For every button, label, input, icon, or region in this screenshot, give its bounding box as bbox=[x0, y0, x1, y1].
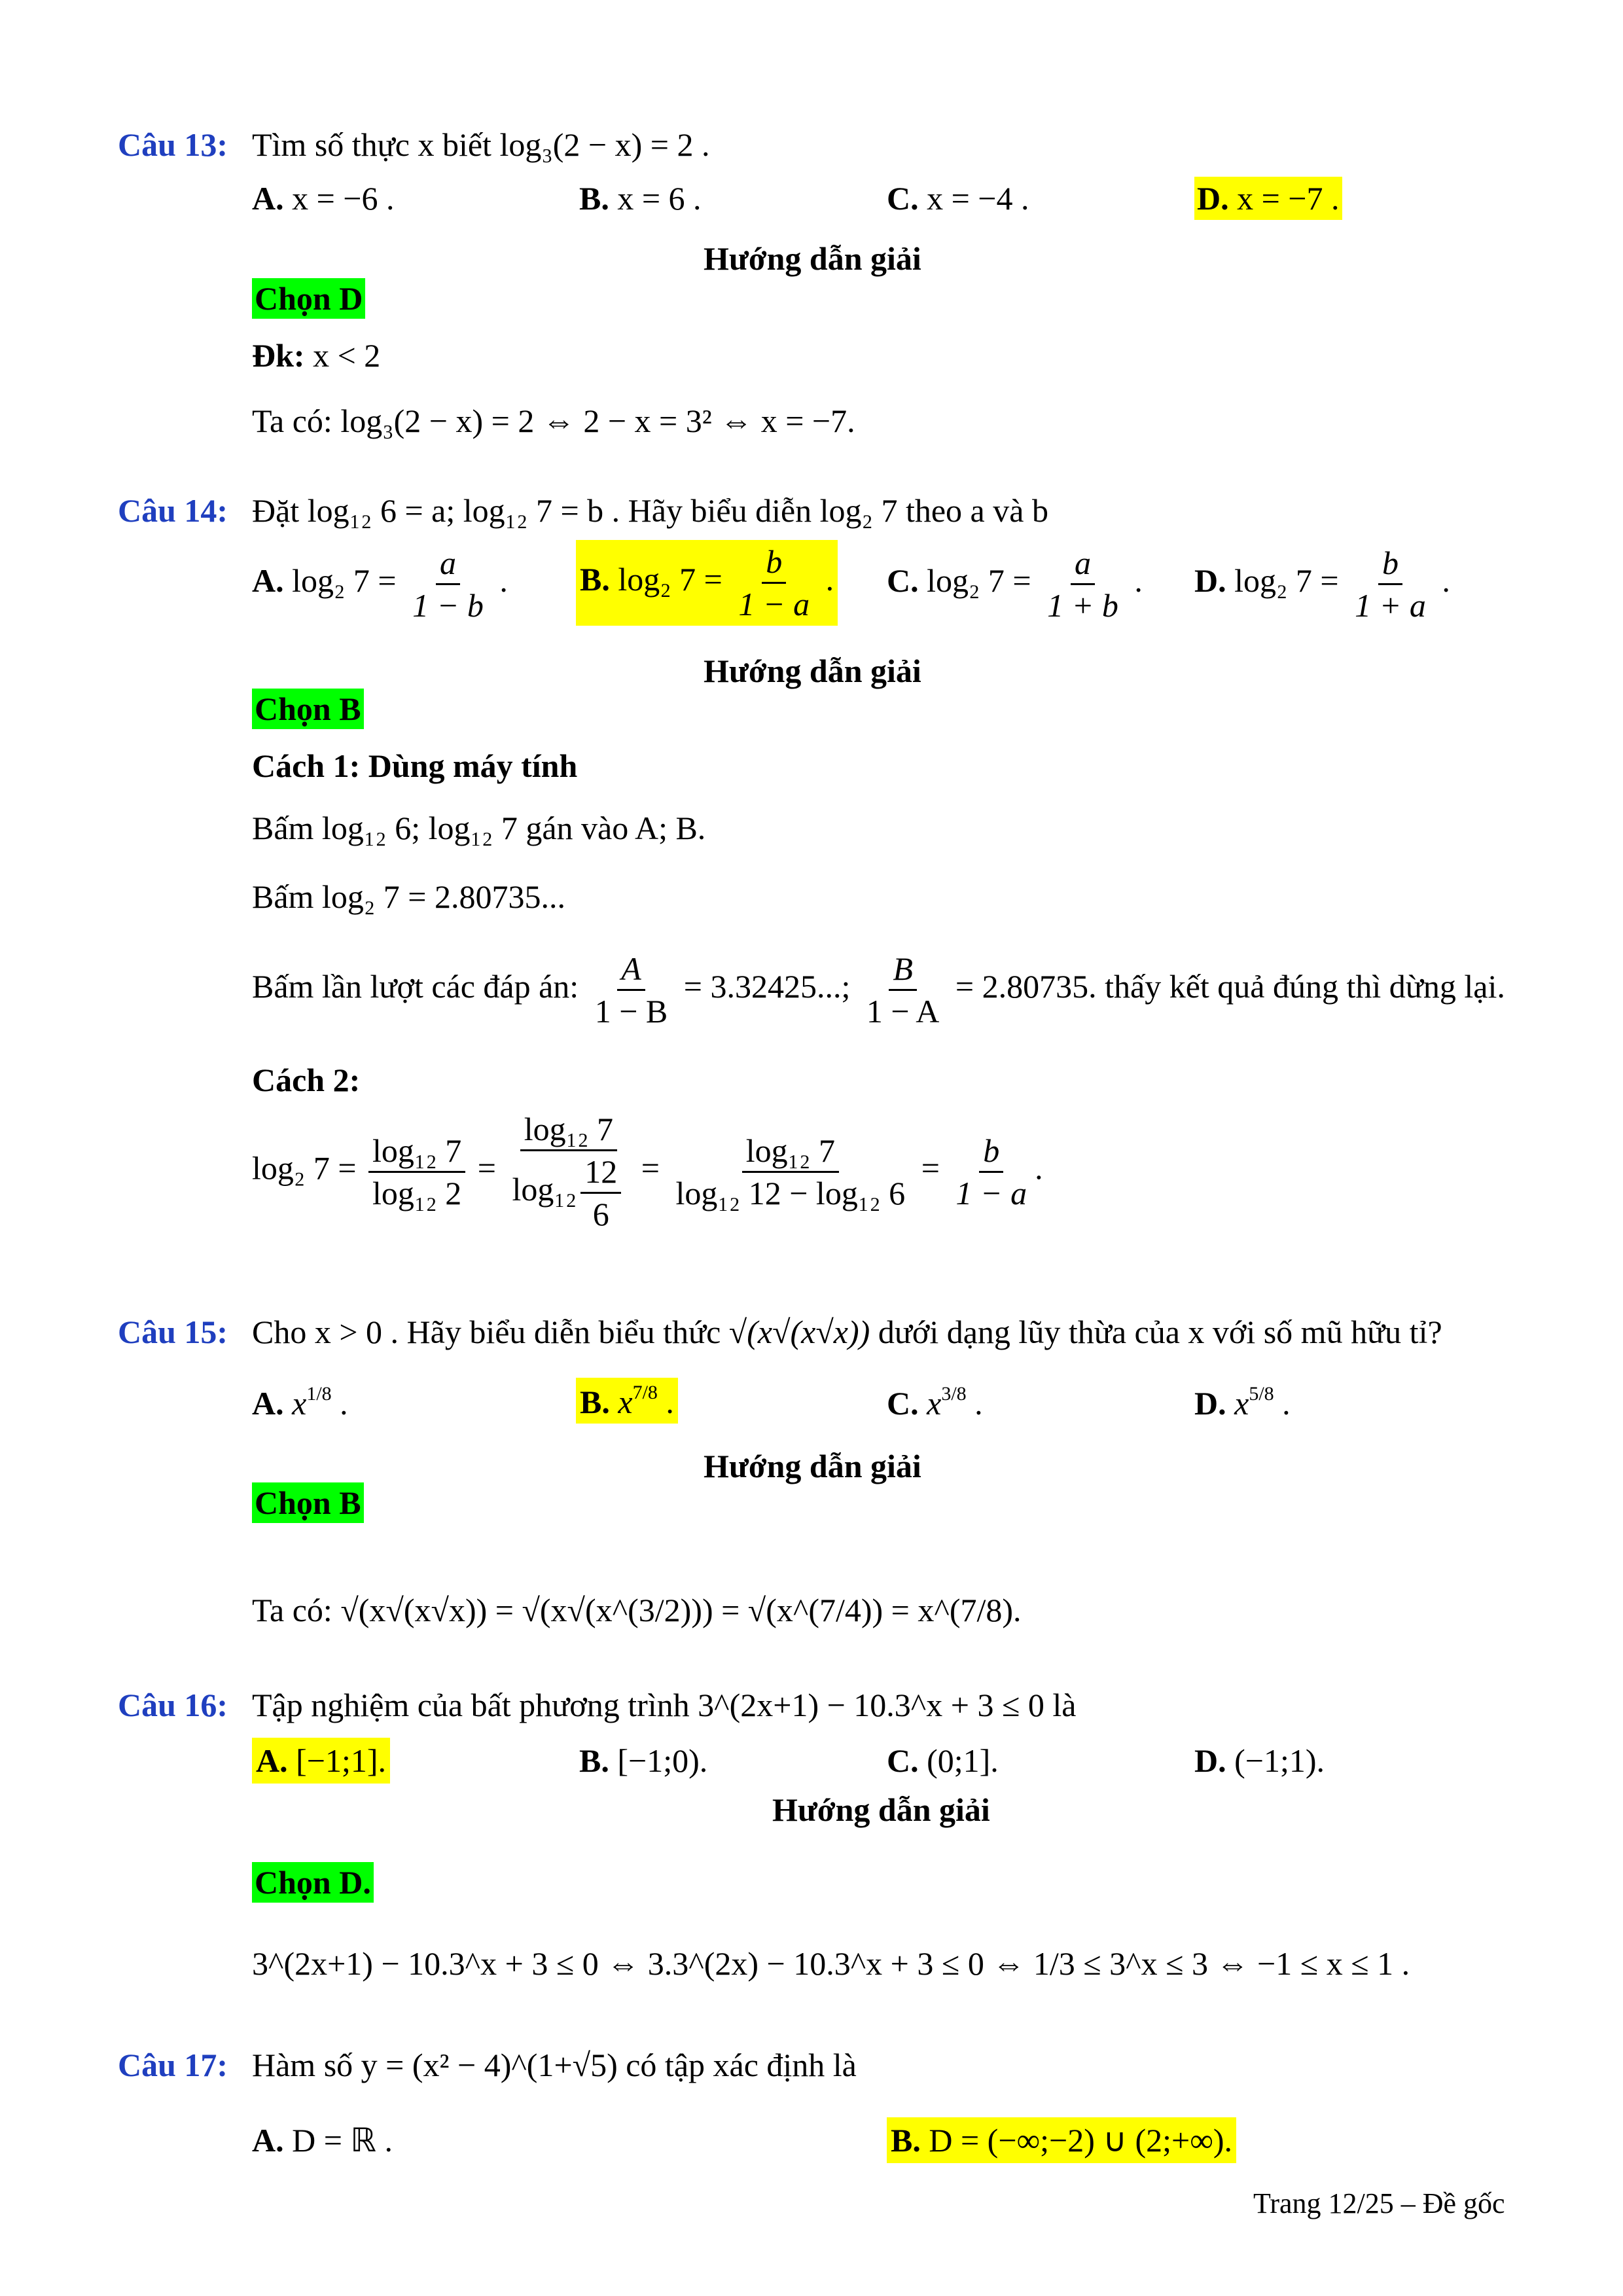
fraction-numerator: a bbox=[436, 547, 460, 585]
option-text: (0;1]. bbox=[927, 1742, 999, 1779]
q15-option-a[interactable]: A. $x^{1/8}$ . bbox=[252, 1383, 348, 1422]
option-end: . bbox=[1134, 562, 1143, 599]
question-16-label: Câu 16: bbox=[118, 1687, 228, 1723]
fraction-denominator: 1 − A bbox=[866, 993, 940, 1030]
question-15-label: Câu 15: bbox=[118, 1314, 228, 1350]
q14-option-d[interactable] bbox=[1194, 547, 1450, 622]
exponent-denominator: 8 bbox=[1264, 1383, 1274, 1405]
exponent-numerator: 7 bbox=[632, 1382, 643, 1403]
condition-text: x < 2 bbox=[313, 337, 381, 374]
option-key: B. bbox=[580, 1384, 610, 1420]
option-key: A. bbox=[252, 1385, 284, 1422]
option-key: D. bbox=[1194, 1742, 1226, 1779]
option-key: A. bbox=[252, 180, 284, 217]
q13-option-d-correct[interactable] bbox=[1194, 177, 1342, 220]
question-17-stem: Hàm số y = (x² − 4)^(1+√5) có tập xác định là bbox=[252, 2047, 857, 2083]
equals-sign: = bbox=[477, 1149, 496, 1187]
fraction-denominator: 1 − a bbox=[955, 1174, 1027, 1211]
fraction-numerator: a bbox=[1071, 547, 1095, 585]
fraction-denominator: log₁₂ 12 − log₁₂ 6 bbox=[675, 1174, 906, 1211]
q14-method-1-step-3 bbox=[252, 952, 1505, 1028]
option-lhs: log₂ 7 = bbox=[1234, 562, 1339, 599]
fraction-denominator: 6 bbox=[592, 1196, 609, 1232]
option-fraction bbox=[1043, 547, 1122, 622]
option-lhs: log₂ 7 = bbox=[927, 562, 1031, 599]
option-text: x = 6 . bbox=[617, 180, 702, 217]
fraction-numerator: b bbox=[1378, 547, 1402, 585]
fraction-numerator: log₁₂ 7 bbox=[742, 1134, 839, 1173]
q13-option-b[interactable] bbox=[579, 182, 702, 215]
option-key: D. bbox=[1197, 180, 1229, 217]
option-key: A. bbox=[252, 2122, 284, 2159]
q15-guide-title: Hướng dẫn giải bbox=[704, 1448, 921, 1484]
option-key: A. bbox=[252, 562, 284, 599]
step-fraction-2 bbox=[863, 952, 944, 1028]
page-footer: Trang 12/25 – Đề gốc bbox=[1253, 2187, 1505, 2219]
q14-option-c[interactable] bbox=[887, 547, 1143, 622]
q13-condition bbox=[252, 339, 380, 372]
fraction-numerator: A bbox=[617, 952, 645, 991]
derivation-fraction-2 bbox=[508, 1113, 630, 1230]
condition-label: Đk: bbox=[252, 337, 305, 374]
option-key: A. bbox=[256, 1742, 288, 1779]
option-key: D. bbox=[1194, 562, 1226, 599]
exponent-numerator: 1 bbox=[306, 1383, 317, 1405]
option-key: D. bbox=[1194, 1385, 1226, 1422]
q14-option-b-correct[interactable] bbox=[576, 540, 838, 626]
step-text: = 3.32425...; bbox=[683, 967, 851, 1005]
q16-option-a-correct[interactable] bbox=[252, 1738, 390, 1784]
q15-solution: Ta có: √(x√(x√x)) = √(x√(x^(3/2))) = √(x^(7/4)) = x^(7/8). bbox=[252, 1592, 1022, 1628]
question-16-stem: Tập nghiệm của bất phương trình 3^(2x+1) − 10.3^x + 3 ≤ 0 là bbox=[252, 1687, 1077, 1723]
stem-expression: √(x√(x√x)) bbox=[728, 1314, 870, 1350]
q16-choice: Chọn D. bbox=[252, 1862, 374, 1903]
fraction-denominator: 1 − a bbox=[738, 586, 810, 622]
stem-text: Cho x > 0 . Hãy biểu diễn biểu thức bbox=[252, 1314, 721, 1350]
fraction-numerator: log₁₂ 7 bbox=[520, 1113, 617, 1151]
q14-method-1-step-1: Bấm log₁₂ 6; log₁₂ 7 gán vào A; B. bbox=[252, 810, 706, 846]
option-fraction bbox=[1351, 547, 1430, 622]
derivation-fraction-4 bbox=[952, 1134, 1031, 1210]
step-fraction-1 bbox=[591, 952, 672, 1028]
q14-method-2-derivation: log₂ 7 = $\frac{\text{log₁₂ 7}}{\text{log₁₂ 2}}$ = log₁₂ 7 log₁₂ $\frac{12}{6}$ = $\frac{\text{log₁₂ 7}}{\text{log₁₂ 12 − log₁₂ 6}}$ = $\frac{b}{1 - a}$ . bbox=[252, 1111, 1043, 1232]
option-key: B. bbox=[579, 1742, 609, 1779]
denominator-log: log₁₂ bbox=[512, 1170, 577, 1208]
q13-option-a[interactable] bbox=[252, 182, 395, 215]
option-key: C. bbox=[887, 1742, 919, 1779]
fraction-denominator: 1 + a bbox=[1355, 587, 1426, 624]
fraction-denominator bbox=[508, 1151, 630, 1230]
fraction-numerator: 12 bbox=[580, 1155, 621, 1194]
option-key: B. bbox=[580, 560, 610, 598]
derivation-fraction-3 bbox=[671, 1134, 909, 1210]
option-text: D = ℝ . bbox=[292, 2122, 393, 2159]
option-text: x = −6 . bbox=[292, 180, 395, 217]
q14-method-1-step-2: Bấm log₂ 7 = 2.80735... bbox=[252, 878, 565, 915]
q17-option-b-correct[interactable] bbox=[887, 2117, 1236, 2163]
q15-option-d[interactable]: D. $x^{5/8}$ . bbox=[1194, 1383, 1291, 1422]
option-text: x = −7 . bbox=[1237, 180, 1340, 217]
q13-choice: Chọn D bbox=[252, 278, 365, 319]
equals-sign: = bbox=[921, 1149, 940, 1187]
q14-method-1-title: Cách 1: Dùng máy tính bbox=[252, 747, 578, 784]
fraction-denominator: log₁₂ 2 bbox=[372, 1174, 462, 1211]
q16-option-b[interactable] bbox=[579, 1744, 707, 1777]
option-text: [−1;0). bbox=[617, 1742, 708, 1779]
derivation-lhs: log₂ 7 = bbox=[252, 1149, 357, 1187]
question-17-label: Câu 17: bbox=[118, 2047, 228, 2083]
q15-option-c[interactable]: C. $x^{3/8}$ . bbox=[887, 1383, 983, 1422]
q15-choice: Chọn B bbox=[252, 1482, 364, 1523]
option-text: (−1;1). bbox=[1234, 1742, 1325, 1779]
option-key: B. bbox=[579, 180, 609, 217]
option-lhs: log₂ 7 = bbox=[618, 560, 722, 598]
q14-option-a[interactable] bbox=[252, 547, 508, 622]
option-key: B. bbox=[891, 2122, 921, 2159]
q13-guide-title: Hướng dẫn giải bbox=[704, 240, 921, 277]
q16-guide-title: Hướng dẫn giải bbox=[772, 1791, 990, 1828]
option-key: C. bbox=[887, 1385, 919, 1422]
equals-sign: = bbox=[641, 1149, 660, 1187]
fraction-numerator: B bbox=[889, 952, 917, 991]
question-13-stem: Tìm số thực x biết log₃(2 − x) = 2 . bbox=[252, 126, 710, 163]
q13-option-c[interactable] bbox=[887, 182, 1029, 215]
exponent-denominator: 8 bbox=[647, 1382, 658, 1403]
step-text: Bấm lần lượt các đáp án: bbox=[252, 967, 579, 1005]
option-key: C. bbox=[887, 180, 919, 217]
q14-guide-title: Hướng dẫn giải bbox=[704, 653, 921, 689]
stem-text: dưới dạng lũy thừa của x với số mũ hữu tỉ? bbox=[878, 1314, 1442, 1350]
option-lhs: log₂ 7 = bbox=[292, 562, 397, 599]
option-end: . bbox=[1442, 562, 1450, 599]
option-end: . bbox=[499, 562, 508, 599]
q14-choice: Chọn B bbox=[252, 689, 364, 729]
question-15-stem bbox=[252, 1316, 1442, 1348]
derivation-fraction-1 bbox=[368, 1134, 465, 1210]
exponent-numerator: 5 bbox=[1249, 1383, 1259, 1405]
option-fraction bbox=[408, 547, 488, 622]
fraction-numerator: b bbox=[762, 545, 786, 584]
question-14-label: Câu 14: bbox=[118, 492, 228, 529]
exponent-numerator: 3 bbox=[941, 1383, 952, 1405]
q16-option-d[interactable] bbox=[1194, 1744, 1325, 1777]
fraction-denominator: 1 + b bbox=[1047, 587, 1118, 624]
option-key: C. bbox=[887, 562, 919, 599]
exponent-denominator: 8 bbox=[956, 1383, 967, 1405]
option-base: x bbox=[927, 1385, 942, 1422]
fraction-numerator: b bbox=[979, 1134, 1003, 1173]
option-text: x = −4 . bbox=[927, 180, 1029, 217]
question-13-label: Câu 13: bbox=[118, 126, 228, 163]
q17-option-a[interactable] bbox=[252, 2124, 393, 2157]
q13-solution: Ta có: log₃(2 − x) = 2 ⇔ 2 − x = 3² ⇔ x = −7. bbox=[252, 403, 855, 439]
exponent-denominator: 8 bbox=[321, 1383, 332, 1405]
option-base: x bbox=[292, 1385, 307, 1422]
option-end: . bbox=[825, 560, 834, 598]
fraction-denominator: 1 − b bbox=[412, 587, 484, 624]
step-text: = 2.80735. thấy kết quả đúng thì dừng lại. bbox=[955, 967, 1505, 1005]
option-text: D = (−∞;−2) ∪ (2;+∞). bbox=[929, 2122, 1233, 2159]
q16-option-c[interactable] bbox=[887, 1744, 999, 1777]
q14-method-2-title: Cách 2: bbox=[252, 1062, 361, 1098]
question-14-stem: Đặt log₁₂ 6 = a; log₁₂ 7 = b . Hãy biểu diễn log₂ 7 theo a và b bbox=[252, 492, 1048, 529]
fraction-numerator: log₁₂ 7 bbox=[368, 1134, 465, 1173]
inner-fraction bbox=[580, 1155, 621, 1230]
option-base: x bbox=[1234, 1385, 1249, 1422]
q15-option-b-correct[interactable]: B. $x^{7/8}$ . bbox=[576, 1378, 678, 1424]
option-fraction bbox=[734, 545, 813, 620]
fraction-denominator: 1 − B bbox=[594, 993, 668, 1030]
option-base: x bbox=[618, 1384, 633, 1420]
option-text: [−1;1]. bbox=[296, 1742, 386, 1779]
q16-solution: 3^(2x+1) − 10.3^x + 3 ≤ 0 ⇔ 3.3^(2x) − 10.3^x + 3 ≤ 0 ⇔ 1/3 ≤ 3^x ≤ 3 ⇔ −1 ≤ x ≤ 1 . bbox=[252, 1945, 1410, 1982]
